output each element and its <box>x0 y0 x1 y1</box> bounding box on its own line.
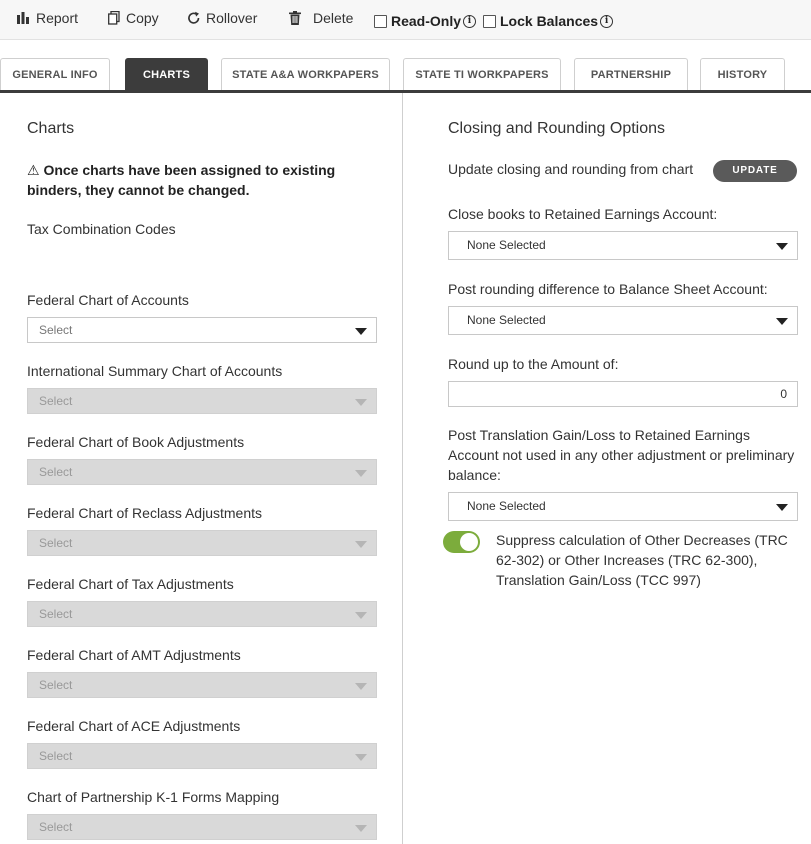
select-value: Select <box>39 607 73 621</box>
book-adjustments-label: Federal Chart of Book Adjustments <box>27 434 245 450</box>
tab-general-info[interactable]: GENERAL INFO <box>0 58 110 91</box>
tab-bar <box>0 58 811 93</box>
post-translation-label: Post Translation Gain/Loss to Retained Earnings Account not used in any other adjustment or preliminary balance: <box>448 427 795 483</box>
panel-divider <box>402 93 403 844</box>
warning-message <box>27 160 367 200</box>
amt-adjustments-select <box>27 672 377 698</box>
post-rounding-select[interactable] <box>448 306 798 335</box>
copy-button[interactable] <box>108 10 159 26</box>
caret-down-icon <box>355 399 367 406</box>
federal-chart-of-accounts-select[interactable] <box>27 317 377 343</box>
select-value: Select <box>39 394 73 408</box>
caret-down-icon <box>776 504 788 511</box>
info-icon[interactable]: i <box>463 15 476 28</box>
toolbar <box>0 0 811 40</box>
amt-adjustments-label: Federal Chart of AMT Adjustments <box>27 647 241 663</box>
tab-underline <box>0 90 811 93</box>
round-up-amount-input[interactable]: 0 <box>448 381 798 407</box>
select-value: Select <box>39 323 73 337</box>
book-adjustments-select <box>27 459 377 485</box>
charts-section-title: Charts <box>27 120 75 137</box>
caret-down-icon <box>355 754 367 761</box>
close-books-label: Close books to Retained Earnings Account: <box>448 206 718 222</box>
caret-down-icon <box>355 612 367 619</box>
select-value: Select <box>39 536 73 550</box>
ace-adjustments-select <box>27 743 377 769</box>
suppress-calculation-label: Suppress calculation of Other Decreases (TRC 62-302) or Other Increases (TRC 62-300), Translation Gain/Loss (TCC 997) <box>496 532 788 588</box>
copy-label: Copy <box>126 10 159 26</box>
k1-forms-mapping-label: Chart of Partnership K-1 Forms Mapping <box>27 789 280 805</box>
reclass-adjustments-label: Federal Chart of Reclass Adjustments <box>27 505 262 521</box>
tab-state-aa-workpapers[interactable]: STATE A&A WORKPAPERS <box>221 58 390 91</box>
reclass-adjustments-select <box>27 530 377 556</box>
update-button[interactable]: UPDATE <box>713 160 797 182</box>
info-icon[interactable]: i <box>600 15 613 28</box>
readonly-checkbox-group <box>374 13 476 29</box>
trash-icon <box>289 11 301 25</box>
lock-balances-label: Lock Balances <box>500 13 599 29</box>
readonly-label: Read-Only <box>391 13 462 29</box>
delete-label: Delete <box>313 10 354 26</box>
round-up-label: Round up to the Amount of: <box>448 356 619 372</box>
tax-combination-codes-label: Tax Combination Codes <box>27 221 176 237</box>
closing-rounding-title: Closing and Rounding Options <box>448 120 666 137</box>
rollover-label: Rollover <box>206 10 258 26</box>
toggle-knob <box>460 533 478 551</box>
caret-down-icon <box>776 243 788 250</box>
lock-balances-checkbox[interactable] <box>483 15 496 28</box>
select-value: Select <box>39 465 73 479</box>
select-value: Select <box>39 678 73 692</box>
bar-chart-icon <box>17 12 31 24</box>
federal-chart-of-accounts-label: Federal Chart of Accounts <box>27 292 189 308</box>
delete-button[interactable] <box>289 10 353 26</box>
report-label: Report <box>36 10 79 26</box>
intl-summary-chart-label: International Summary Chart of Accounts <box>27 363 283 379</box>
tab-state-ti-workpapers[interactable]: STATE TI WORKPAPERS <box>403 58 561 91</box>
update-from-chart-label: Update closing and rounding from chart <box>448 161 694 177</box>
suppress-calculation-toggle[interactable] <box>443 531 480 553</box>
caret-down-icon <box>355 683 367 690</box>
ace-adjustments-label: Federal Chart of ACE Adjustments <box>27 718 241 734</box>
select-value: Select <box>39 749 73 763</box>
select-value: None Selected <box>467 313 546 327</box>
caret-down-icon <box>776 318 788 325</box>
copy-icon <box>108 11 121 25</box>
caret-down-icon <box>355 470 367 477</box>
tab-charts[interactable]: CHARTS <box>125 58 208 93</box>
rotate-icon <box>187 11 201 25</box>
close-books-select[interactable] <box>448 231 798 260</box>
tax-adjustments-label: Federal Chart of Tax Adjustments <box>27 576 234 592</box>
intl-summary-chart-select <box>27 388 377 414</box>
select-value: Select <box>39 820 73 834</box>
rollover-button[interactable] <box>187 10 257 26</box>
warning-text: Once charts have been assigned to existing binders, they cannot be changed. <box>27 162 336 198</box>
readonly-checkbox[interactable] <box>374 15 387 28</box>
tab-history[interactable]: HISTORY <box>700 58 785 91</box>
lock-balances-checkbox-group <box>483 13 613 29</box>
warning-icon: ⚠ <box>27 162 40 178</box>
caret-down-icon <box>355 328 367 335</box>
k1-forms-mapping-select <box>27 814 377 840</box>
select-value: None Selected <box>467 238 546 252</box>
post-rounding-label: Post rounding difference to Balance Sheet Account: <box>448 281 768 297</box>
tab-partnership[interactable]: PARTNERSHIP <box>574 58 688 91</box>
caret-down-icon <box>355 825 367 832</box>
report-button[interactable] <box>17 10 78 26</box>
caret-down-icon <box>355 541 367 548</box>
select-value: None Selected <box>467 499 546 513</box>
post-translation-select[interactable] <box>448 492 798 521</box>
tax-adjustments-select <box>27 601 377 627</box>
